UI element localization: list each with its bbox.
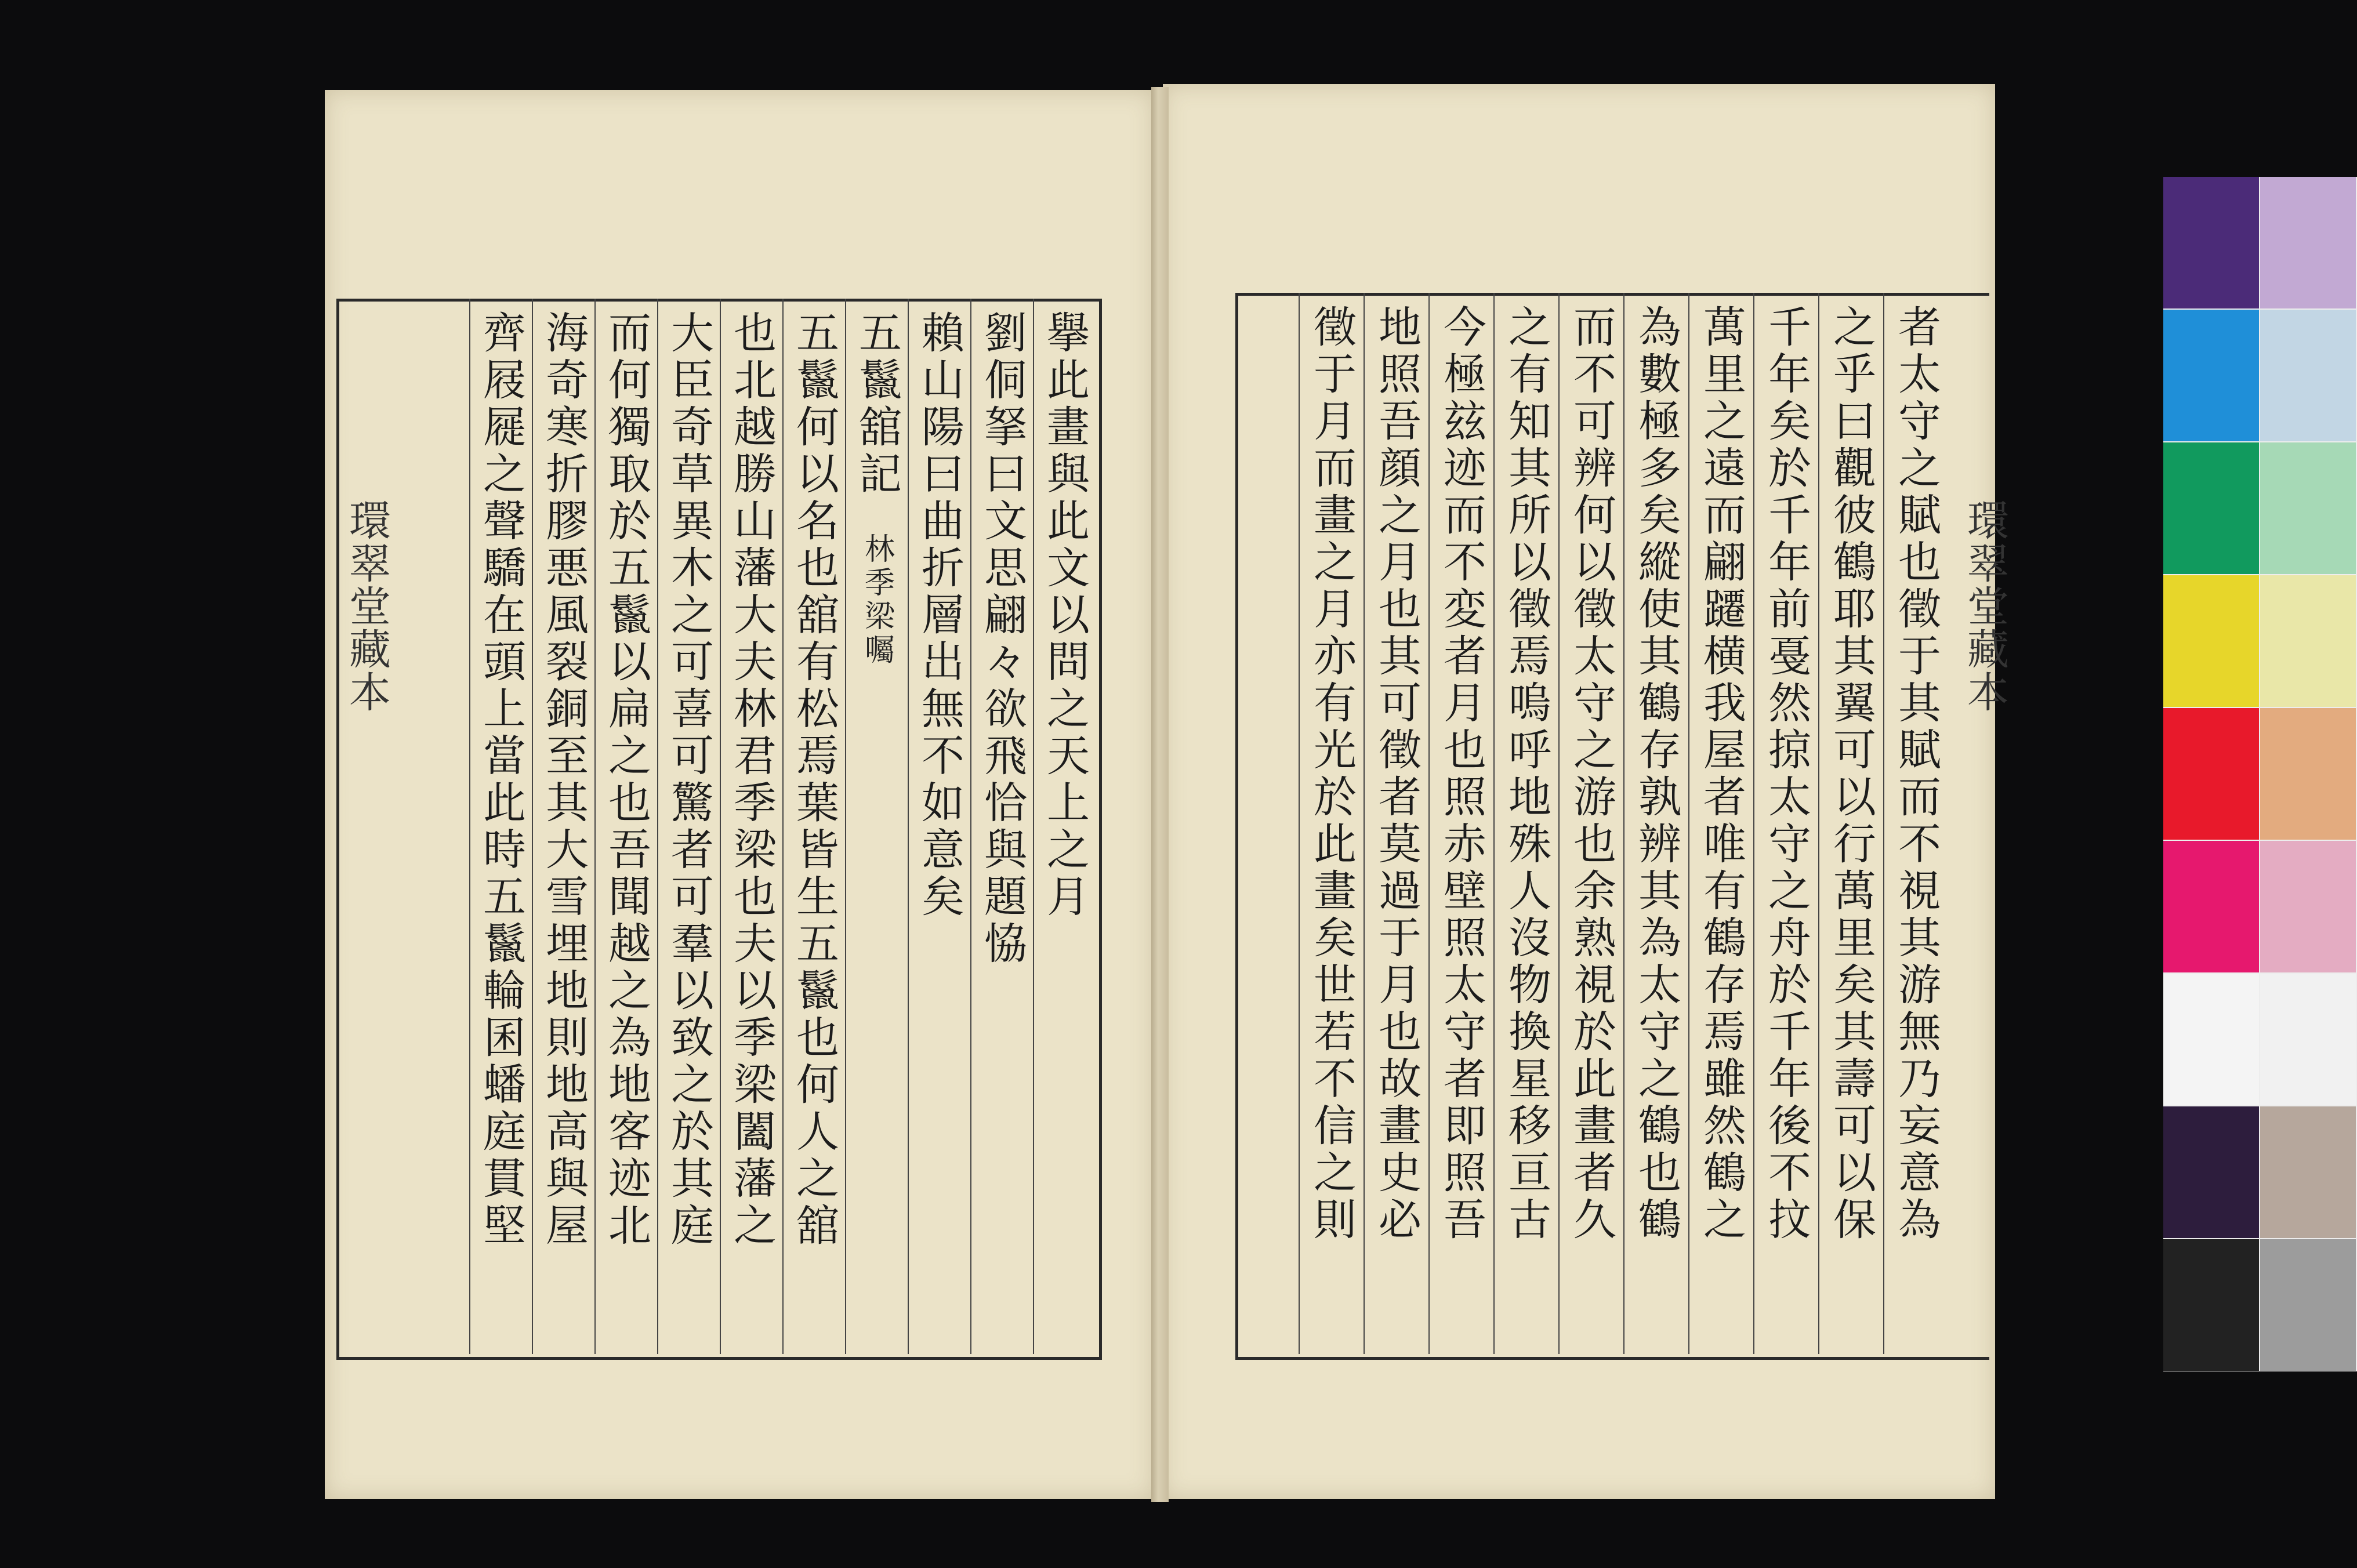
right-column	[1819, 304, 1884, 1342]
author-attribution: 林季梁囑	[859, 533, 894, 667]
column-divider	[469, 299, 470, 1354]
right-column-text: 而不可辨何以徵太守之游也余熟視於此畫者久	[1567, 304, 1616, 1244]
color-swatch	[2260, 177, 2356, 308]
right-column-text: 地照吾顔之月也其可徵者莫過于月也故畫史必	[1372, 304, 1422, 1244]
right-column-text: 今極玆迹而不変者月也照赤壁照太守者即照吾	[1437, 304, 1486, 1244]
right-column	[1754, 304, 1819, 1342]
right-column-text: 萬里之遠而翩躚横我屋者唯有鶴存焉雖然鶴之	[1696, 304, 1746, 1244]
right-column	[1299, 304, 1364, 1342]
right-column-text: 之有知其所以徵焉嗚呼地殊人沒物換星移亘古	[1502, 304, 1551, 1244]
right-column-text: 者太守之賦也徵于其賦而不視其游無乃妄意為	[1891, 304, 1941, 1244]
left-column	[846, 310, 908, 1342]
color-swatch	[2260, 841, 2356, 972]
color-swatch	[2163, 177, 2259, 308]
color-calibration-chart	[2163, 177, 2357, 1371]
left-column	[595, 310, 658, 1342]
color-swatch	[2163, 1106, 2259, 1238]
left-spine-label: 環翠堂藏本	[342, 499, 391, 713]
right-column	[1559, 304, 1624, 1342]
left-column-text: 而何獨取於五鬣以扁之也吾聞越之為地客迹北	[601, 310, 651, 1250]
left-column	[658, 310, 720, 1342]
column-divider	[1299, 293, 1300, 1354]
color-swatch	[2163, 708, 2259, 840]
right-column-text: 徵于月而畫之月亦有光於此畫矣世若不信之則	[1307, 304, 1357, 1244]
right-column-text: 為數極多矣縱使其鶴存孰辨其為太守之鶴也鶴	[1631, 304, 1681, 1244]
left-column	[1034, 310, 1096, 1342]
left-column-text: 也北越勝山藩大夫林君季梁也夫以季梁闔藩之	[727, 310, 777, 1250]
color-swatch	[2163, 310, 2259, 441]
right-spine-label: 環翠堂藏本	[1960, 499, 2009, 713]
right-column	[1689, 304, 1754, 1342]
color-swatch	[2260, 575, 2356, 707]
left-column-text: 大臣奇草異木之可喜可驚者可羣以致之於其庭	[664, 310, 714, 1250]
color-swatch	[2163, 841, 2259, 972]
left-column	[783, 310, 846, 1342]
color-swatch	[2163, 442, 2259, 574]
left-column	[720, 310, 783, 1342]
right-column	[1494, 304, 1559, 1342]
color-swatch	[2163, 974, 2259, 1105]
left-column-text: 五鬣舘記	[852, 310, 902, 498]
left-column-text: 齊屐屣之聲驕在頭上當此時五鬣輪囷蟠庭貫堅	[476, 310, 526, 1250]
left-column-text: 擧此畫與此文以問之天上之月	[1040, 310, 1090, 921]
color-swatch	[2163, 575, 2259, 707]
left-column-text: 五鬣何以名也舘有松焉葉皆生五鬣也何人之舘	[789, 310, 839, 1250]
left-column	[971, 310, 1034, 1342]
left-column-text: 劉侗拏曰文思翩々欲飛恰與題恊	[977, 310, 1027, 968]
color-swatch	[2163, 1239, 2259, 1371]
left-column	[908, 310, 971, 1342]
right-column	[1429, 304, 1494, 1342]
color-swatch	[2260, 1239, 2356, 1371]
color-swatch	[2260, 708, 2356, 840]
color-swatch	[2260, 442, 2356, 574]
color-swatch	[2260, 1106, 2356, 1238]
color-swatch	[2260, 974, 2356, 1105]
right-column-text: 之乎曰觀彼鶴耶其翼可以行萬里矣其壽可以保	[1826, 304, 1876, 1244]
right-column	[1624, 304, 1689, 1342]
right-column-text: 千年矣於千年前戞然掠太守之舟於千年後不抆	[1761, 304, 1811, 1244]
color-swatch	[2260, 310, 2356, 441]
right-column	[1364, 304, 1429, 1342]
right-column	[1884, 304, 1949, 1342]
left-column-text: 賴山陽曰曲折層出無不如意矣	[915, 310, 964, 921]
book-gutter	[1151, 87, 1169, 1502]
left-column-text: 海奇寒折膠悪風裂銅至其大雪埋地則地高與屋	[539, 310, 589, 1250]
left-column	[532, 310, 595, 1342]
left-column	[470, 310, 532, 1342]
